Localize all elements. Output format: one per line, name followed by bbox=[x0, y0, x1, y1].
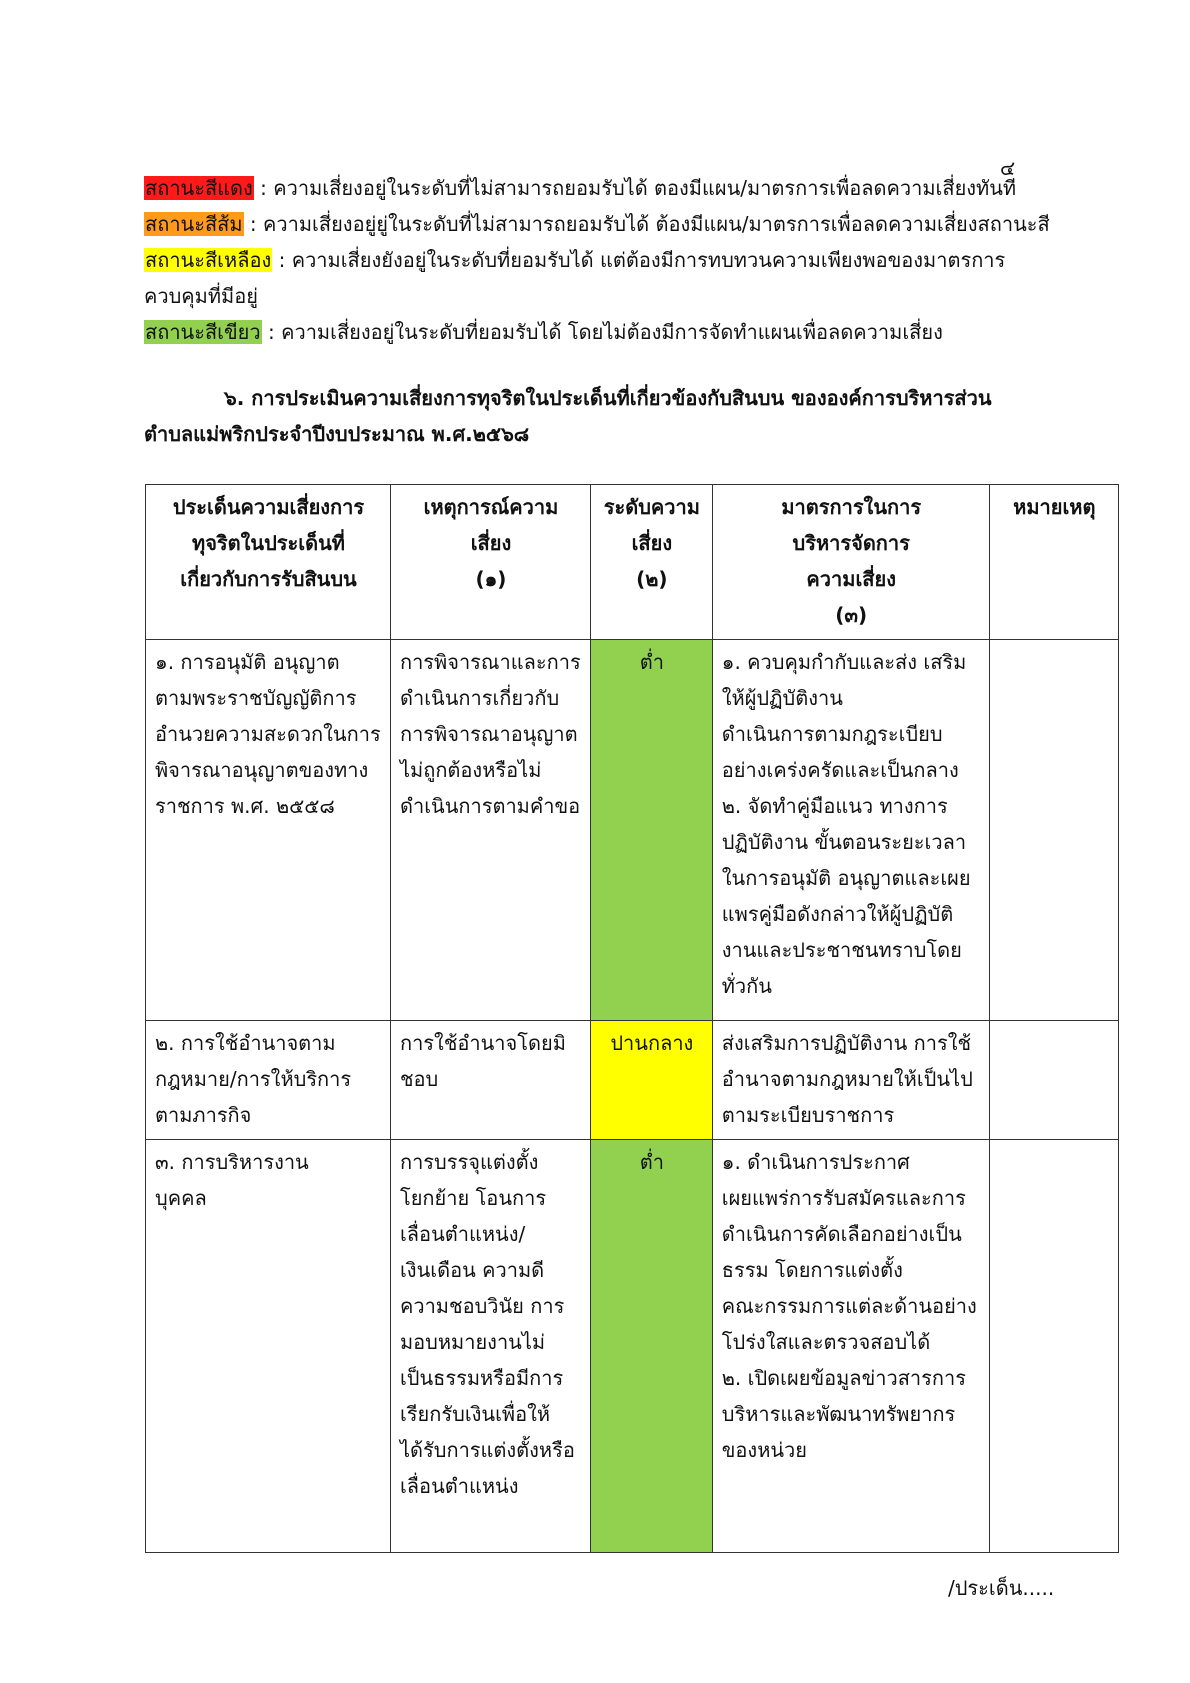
page-number: ๔ bbox=[1000, 156, 1016, 180]
risk-table-header bbox=[146, 485, 1119, 640]
cell-text: ในการอนุมัติ อนุญาตและเผย bbox=[721, 866, 971, 890]
cell-text: อำนาจตามกฎหมายให้เป็นไป bbox=[721, 1067, 973, 1091]
risk-color-legend bbox=[144, 170, 1064, 350]
issue-cell bbox=[146, 640, 391, 1021]
level-cell-low: ต่ำ bbox=[590, 1140, 712, 1553]
legend-yellow-text: : ความเสี่ยงยังอยู่ในระดับที่ยอมรับได้ แต่ต้องมีการทบทวนความเพียงพอของมาตรการ bbox=[272, 248, 1006, 272]
header-text: (๑) bbox=[475, 567, 507, 591]
legend-red bbox=[144, 170, 1064, 206]
cell-text: กฎหมาย/การให้บริการ bbox=[155, 1067, 352, 1091]
cell-text: การบรรจุแต่งตั้ง bbox=[399, 1150, 539, 1174]
cell-text: ส่งเสริมการปฏิบัติงาน การใช้ bbox=[721, 1031, 972, 1055]
cell-text: ของหน่วย bbox=[721, 1438, 808, 1462]
measures-cell bbox=[712, 1021, 989, 1140]
header-text: หมายเหตุ bbox=[1013, 495, 1096, 519]
header-text: ทุจริตในประเด็นที่ bbox=[192, 531, 345, 555]
legend-red-text: : ความเสี่ยงอยู่ในระดับที่ไม่สามารถยอมรับได้ ตองมีแผน/มาตรการเพื่อลดความเสี่ยงทันที bbox=[253, 176, 1017, 200]
cell-text: งานและประชาชนทราบโดย bbox=[721, 938, 962, 962]
cell-text: การพิจารณาและการ bbox=[399, 650, 581, 674]
legend-orange bbox=[144, 206, 1064, 242]
legend-red-label: สถานะสีแดง bbox=[145, 176, 253, 200]
continuation-footer: /ประเด็น..... bbox=[948, 1576, 1055, 1600]
cell-text: ปฏิบัติงาน ขั้นตอนระยะเวลา bbox=[721, 830, 967, 854]
level-cell-low: ต่ำ bbox=[590, 640, 712, 1021]
cell-text: ๒. เปิดเผยข้อมูลข่าวสารการ bbox=[721, 1366, 966, 1390]
heading-line-1-text: ๖. การประเมินความเสี่ยงการทุจริตในประเด็นที่เกี่ยวข้องกับสินบน ขององค์การบริหารส่วน bbox=[224, 386, 992, 410]
cell-text: เงินเดือน ความดี bbox=[399, 1258, 545, 1282]
issue-cell bbox=[146, 1021, 391, 1140]
cell-text: ได้รับการแต่งตั้งหรือ bbox=[399, 1438, 575, 1462]
cell-text: เป็นธรรมหรือมีการ bbox=[399, 1366, 564, 1390]
cell-text: ๑. การอนุมัติ อนุญาต bbox=[155, 650, 340, 674]
header-text: ความเสี่ยง bbox=[806, 567, 896, 591]
header-text: (๓) bbox=[835, 603, 868, 627]
measures-cell bbox=[712, 640, 989, 1021]
header-text: เกี่ยวกับการรับสินบน bbox=[180, 567, 357, 591]
cell-text: พิจารณาอนุญาตของทาง bbox=[155, 758, 369, 782]
header-text: (๒) bbox=[636, 567, 668, 591]
event-cell bbox=[390, 1021, 590, 1140]
cell-text: ทั่วกัน bbox=[721, 974, 772, 998]
cell-text: ๑. ควบคุมกำกับและส่ง เสริม bbox=[721, 650, 967, 674]
header-row bbox=[146, 485, 1119, 640]
cell-text: ราชการ พ.ศ. ๒๕๕๘ bbox=[155, 794, 335, 818]
cell-text: โปร่งใสและตรวจสอบได้ bbox=[721, 1330, 931, 1354]
cell-text: โยกย้าย โอนการ bbox=[399, 1186, 547, 1210]
cell-text: เลื่อนตำแหน่ง/ bbox=[399, 1222, 526, 1246]
table-row bbox=[146, 1021, 1119, 1140]
issue-cell bbox=[146, 1140, 391, 1553]
cell-text: ชอบ bbox=[399, 1067, 439, 1091]
header-text: เสี่ยง bbox=[631, 531, 673, 555]
cell-text: ตามระเบียบราชการ bbox=[721, 1103, 895, 1127]
header-text: เหตุการณ์ความ bbox=[423, 495, 559, 519]
cell-text: ดำเนินการเกี่ยวกับ bbox=[399, 686, 560, 710]
cell-text: เลื่อนตำแหน่ง bbox=[399, 1474, 519, 1498]
header-text: เสี่ยง bbox=[470, 531, 512, 555]
cell-text: ตามภารกิจ bbox=[155, 1103, 252, 1127]
cell-text: อำนวยความสะดวกในการ bbox=[155, 722, 381, 746]
header-text: ประเด็นความเสี่ยงการ bbox=[172, 495, 365, 519]
legend-green bbox=[144, 314, 1064, 350]
cell-text: มอบหมายงานไม่ bbox=[399, 1330, 546, 1354]
cell-text: อย่างเคร่งครัดและเป็นกลาง bbox=[721, 758, 959, 782]
legend-yellow bbox=[144, 242, 1064, 278]
cell-text: ๒. จัดทำคู่มือแนว ทางการ bbox=[721, 794, 948, 818]
cell-text: ให้ผู้ปฏิบัติงาน bbox=[721, 686, 843, 710]
cell-text: บริหารและพัฒนาทรัพยากร bbox=[721, 1402, 956, 1426]
remark-cell bbox=[989, 1021, 1118, 1140]
cell-text: เผยแพร่การรับสมัครและการ bbox=[721, 1186, 966, 1210]
cell-text: แพรคู่มือดังกล่าวให้ผู้ปฏิบัติ bbox=[721, 902, 954, 926]
legend-green-text: : ความเสี่ยงอยู่ในระดับที่ยอมรับได้ โดยไม่ต้องมีการจัดทำแผนเพื่อลดความเสี่ยง bbox=[261, 320, 943, 344]
cell-text: ธรรม โดยการแต่งตั้ง bbox=[721, 1258, 903, 1282]
legend-yellow-continuation: ควบคุมที่มีอยู่ bbox=[144, 284, 258, 308]
cell-text: เรียกรับเงินเพื่อให้ bbox=[399, 1402, 551, 1426]
header-remark bbox=[989, 485, 1118, 640]
remark-cell bbox=[989, 1140, 1118, 1553]
cell-text: ๑. ดำเนินการประกาศ bbox=[721, 1150, 910, 1174]
heading-line-1 bbox=[144, 380, 1054, 416]
table-row bbox=[146, 1140, 1119, 1553]
remark-cell bbox=[989, 640, 1118, 1021]
legend-orange-text: : ความเสี่ยงอยู่ยู่ในระดับที่ไม่สามารถยอมรับได้ ต้องมีแผน/มาตรการเพื่อลดความเสี่ยงสถานะสี bbox=[243, 212, 1050, 236]
header-level bbox=[590, 485, 712, 640]
header-text: ระดับความ bbox=[603, 495, 700, 519]
cell-text: ดำเนินการตามกฎระเบียบ bbox=[721, 722, 943, 746]
cell-text: การพิจารณาอนุญาต bbox=[399, 722, 578, 746]
cell-text: คณะกรรมการแต่ละด้านอย่าง bbox=[721, 1294, 977, 1318]
table-row bbox=[146, 640, 1119, 1021]
cell-text: บุคคล bbox=[155, 1186, 207, 1210]
legend-yellow-label: สถานะสีเหลือง bbox=[145, 248, 272, 272]
cell-text: ตามพระราชบัญญัติการ bbox=[155, 686, 357, 710]
cell-text: ดำเนินการตามคำขอ bbox=[399, 794, 581, 818]
cell-text: ความชอบวินัย การ bbox=[399, 1294, 565, 1318]
level-cell-medium: ปานกลาง bbox=[590, 1021, 712, 1140]
risk-table bbox=[145, 484, 1119, 1553]
header-text: มาตรการในการ bbox=[781, 495, 922, 519]
cell-text: ๒. การใช้อำนาจตาม bbox=[155, 1031, 336, 1055]
header-text: บริหารจัดการ bbox=[792, 531, 910, 555]
cell-text: การใช้อำนาจโดยมิ bbox=[399, 1031, 566, 1055]
measures-cell bbox=[712, 1140, 989, 1553]
header-issue bbox=[146, 485, 391, 640]
cell-text: ไม่ถูกต้องหรือไม่ bbox=[399, 758, 542, 782]
cell-text: ดำเนินการคัดเลือกอย่างเป็น bbox=[721, 1222, 962, 1246]
header-event bbox=[390, 485, 590, 640]
header-measures bbox=[712, 485, 989, 640]
cell-text: ๓. การบริหารงาน bbox=[155, 1150, 309, 1174]
section-heading bbox=[144, 380, 1054, 452]
risk-table-body bbox=[146, 640, 1119, 1553]
event-cell bbox=[390, 640, 590, 1021]
heading-line-2: ตำบลแม่พริกประจำปีงบประมาณ พ.ศ.๒๕๖๘ bbox=[144, 422, 530, 446]
event-cell bbox=[390, 1140, 590, 1553]
legend-orange-label: สถานะสีส้ม bbox=[145, 212, 243, 236]
legend-green-label: สถานะสีเขียว bbox=[145, 320, 261, 344]
